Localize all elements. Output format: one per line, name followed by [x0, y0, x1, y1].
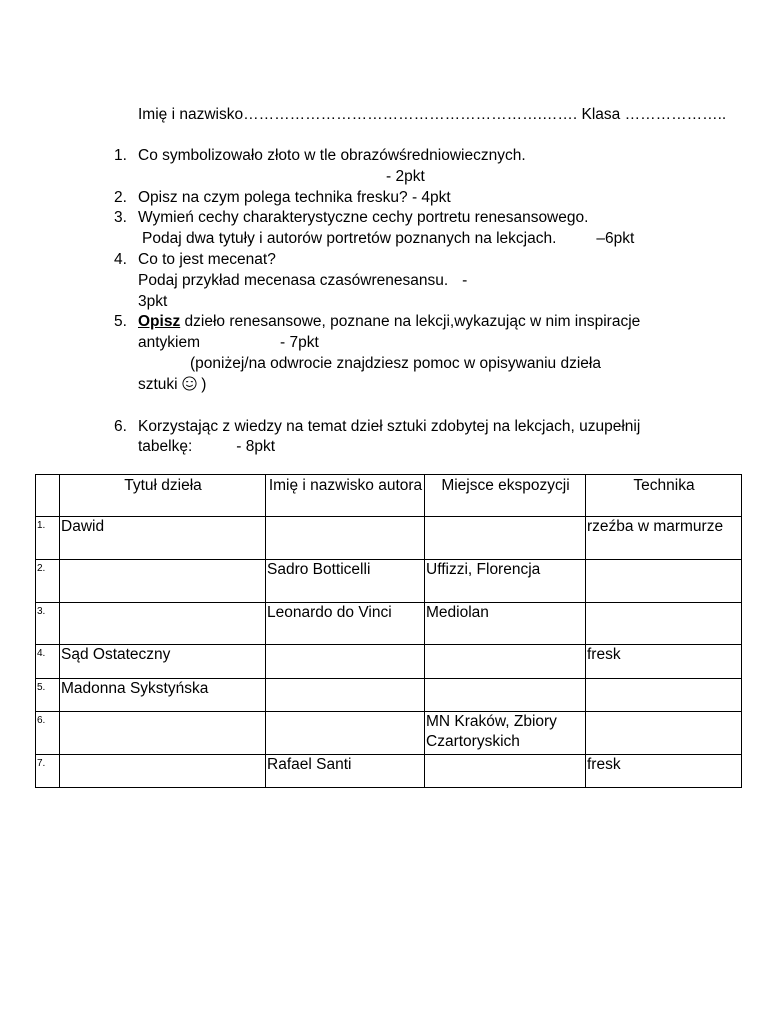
name-class-line: Imię i nazwisko………………………………………………….……. Klasa ……………….. [138, 106, 727, 123]
cell-title[interactable]: Sąd Ostateczny [60, 645, 266, 679]
question-list [114, 146, 698, 458]
question-5 [114, 312, 698, 395]
emphasized-word: Opisz [138, 313, 181, 331]
header-title: Tytuł dzieła [60, 475, 266, 517]
question-subline [138, 333, 698, 354]
cell-place[interactable] [425, 517, 586, 560]
table-row [36, 603, 742, 645]
table-row [36, 517, 742, 560]
table-row [36, 560, 742, 603]
question-2 [114, 188, 698, 209]
table-row [36, 755, 742, 788]
question-text: Co symbolizowało złoto w tle obrazówśredniowiecznych. [138, 147, 526, 164]
cell-author[interactable]: Rafael Santi [266, 755, 425, 788]
cell-place[interactable]: Uffizzi, Florencja [425, 560, 586, 603]
table-header-row [36, 475, 742, 517]
question-number: 5. [114, 313, 127, 331]
cell-technique[interactable] [586, 603, 742, 645]
question-number: 3. [114, 209, 127, 227]
cell-author[interactable] [266, 679, 425, 712]
question-text: Opisz na czym polega technika fresku? - 4pkt [138, 188, 451, 206]
question-number: 2. [114, 188, 127, 206]
cell-title[interactable] [60, 603, 266, 645]
cell-author[interactable] [266, 645, 425, 679]
question-hint-end: sztuki [138, 375, 178, 393]
question-text: antykiem [138, 334, 201, 352]
cell-title[interactable] [60, 712, 266, 755]
question-4 [114, 250, 698, 312]
row-number: 4. [36, 645, 60, 679]
cell-title[interactable] [60, 755, 266, 788]
question-points: - 2pkt [386, 167, 425, 185]
cell-technique[interactable]: fresk [586, 645, 742, 679]
question-text: Wymień cechy charakterystyczne cechy portretu renesansowego. [138, 209, 589, 227]
question-3 [114, 208, 698, 250]
question-subline [138, 437, 698, 458]
cell-place[interactable] [425, 755, 586, 788]
question-number: 4. [114, 250, 127, 268]
cell-title[interactable]: Madonna Sykstyńska [60, 679, 266, 712]
question-text: dzieło renesansowe, poznane na lekcji,wykazując w nim inspiracje [180, 313, 641, 331]
question-points: - 8pkt [236, 438, 276, 456]
question-1 [114, 146, 698, 188]
question-number: 6. [114, 417, 127, 435]
row-number: 1. [36, 517, 60, 560]
question-hint-paren: ) [201, 375, 207, 393]
question-hint: (poniżej/na odwrocie znajdziesz pomoc w opisywaniu dzieła [190, 354, 601, 372]
cell-technique[interactable]: fresk [586, 755, 742, 788]
row-number: 7. [36, 755, 60, 788]
row-number: 5. [36, 679, 60, 712]
question-subline [138, 312, 698, 333]
question-text: Co to jest mecenat? [138, 250, 276, 268]
cell-title[interactable]: Dawid [60, 517, 266, 560]
cell-place[interactable]: MN Kraków, Zbiory Czartoryskich [425, 712, 586, 755]
cell-technique[interactable] [586, 560, 742, 603]
question-subline [138, 271, 698, 292]
question-points: - 7pkt [280, 334, 319, 352]
header-number [36, 475, 60, 517]
cell-author[interactable]: Leonardo do Vinci [266, 603, 425, 645]
cell-place[interactable]: Mediolan [425, 603, 586, 645]
question-subline [138, 229, 698, 250]
cell-technique[interactable] [586, 712, 742, 755]
table-row [36, 679, 742, 712]
cell-title[interactable] [60, 560, 266, 603]
header-place: Miejsce ekspozycji [425, 475, 586, 517]
question-points: 3pkt [138, 292, 168, 310]
question-points-dash: - [462, 271, 468, 289]
spacer [138, 396, 698, 417]
table-row [36, 645, 742, 679]
cell-place[interactable] [425, 679, 586, 712]
question-number: 1. [114, 147, 127, 164]
question-text: tabelkę: [138, 438, 193, 456]
cell-technique[interactable]: rzeźba w marmurze [586, 517, 742, 560]
artworks-table [35, 474, 742, 788]
question-text: Podaj dwa tytuły i autorów portretów poznanych na lekcjach. [142, 230, 557, 248]
question-6 [114, 417, 698, 459]
smiling-face-icon [182, 376, 197, 391]
cell-place[interactable] [425, 645, 586, 679]
question-text: Korzystając z wiedzy na temat dzieł sztuki zdobytej na lekcjach, uzupełnij [138, 417, 641, 435]
cell-author[interactable] [266, 517, 425, 560]
question-text: Podaj przykład mecenasa czasówrenesansu. [138, 271, 449, 289]
row-number: 6. [36, 712, 60, 755]
question-points: –6pkt [596, 230, 635, 248]
cell-author[interactable] [266, 712, 425, 755]
row-number: 3. [36, 603, 60, 645]
header-technique: Technika [586, 475, 742, 517]
table-row [36, 712, 742, 755]
cell-author[interactable]: Sadro Botticelli [266, 560, 425, 603]
header-author: Imię i nazwisko autora [266, 475, 425, 517]
cell-technique[interactable] [586, 679, 742, 712]
question-subline [138, 375, 698, 396]
row-number: 2. [36, 560, 60, 603]
